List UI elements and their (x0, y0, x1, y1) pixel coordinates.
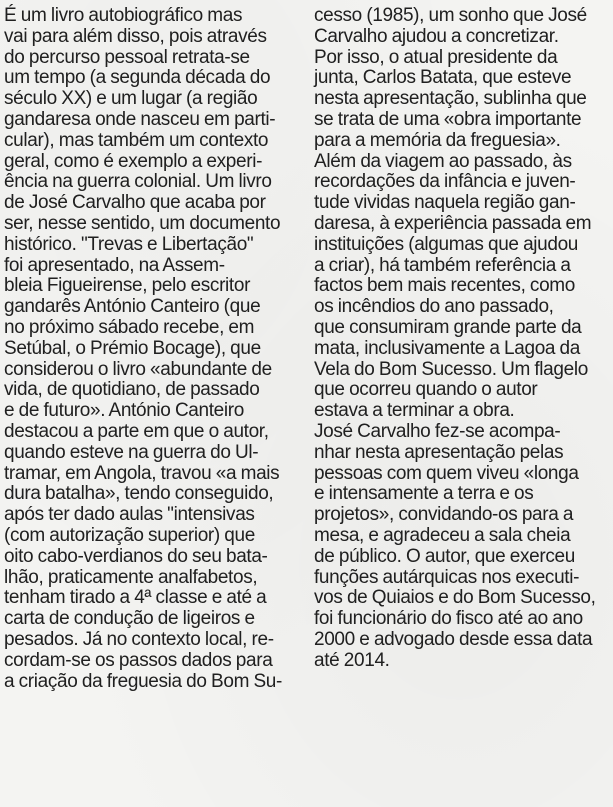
text-line: mata, inclusivamente a Lagoa da (314, 337, 580, 359)
text-line: até 2014. (314, 649, 390, 671)
text-line: os incêndios do ano passado, (314, 296, 554, 318)
text-line: ser, nesse sentido, um documento (4, 212, 281, 234)
text-line: funções autárquicas nos executi- (314, 566, 580, 588)
text-line: oito cabo-verdianos do seu bata- (4, 545, 268, 567)
text-line: 2000 e advogado desde essa data (314, 628, 593, 650)
text-line: lhão, praticamente analfabetos, (4, 566, 258, 588)
text-line: pessoas com quem viveu «longa (314, 462, 579, 484)
text-line: É um livro autobiográfico mas (4, 5, 243, 26)
text-line: se trata de uma «obra importante (314, 108, 582, 130)
text-line: destacou a parte em que o autor, (4, 420, 269, 442)
text-line: carta de condução de ligeiros e (4, 608, 255, 630)
text-line: José Carvalho fez-se acompa- (314, 420, 561, 442)
text-line: tude vividas naquela região gan- (314, 192, 576, 214)
text-line: cesso (1985), um sonho que José (314, 5, 587, 26)
text-line: cular), mas também um contexto (4, 129, 269, 151)
text-line: Além da viagem ao passado, às (314, 150, 572, 172)
text-line: gandaresa onde nasceu em parti- (4, 108, 276, 130)
text-line: dura batalha», tendo conseguido, (4, 483, 274, 505)
text-line: nhar nesta apresentação pelas (314, 441, 564, 463)
text-line: Carvalho ajudou a concretizar. (314, 25, 559, 47)
article-column-left (4, 0, 302, 692)
text-line: a criação da freguesia do Bom Su- (4, 670, 283, 692)
text-line: um tempo (a segunda década do (4, 67, 271, 89)
text-line: pesados. Já no contexto local, re- (4, 628, 274, 650)
text-line: Por isso, o atual presidente da (314, 46, 558, 68)
text-line: foi apresentado, na Assem- (4, 254, 225, 276)
text-line: a criar), há também referência a (314, 254, 571, 276)
text-line: que consumiram grande parte da (314, 316, 582, 338)
text-line: (com autorização superior) que (4, 524, 255, 546)
text-line: instituições (algumas que ajudou (314, 233, 579, 255)
text-line: estava a terminar a obra. (314, 400, 515, 422)
text-line: para a memória da freguesia». (314, 129, 561, 151)
text-line: foi funcionário do fisco até ao ano (314, 608, 583, 630)
text-line: século XX) e um lugar (a região (4, 88, 258, 110)
text-line: tramar, em Angola, travou «a mais (4, 462, 280, 484)
text-line: factos bem mais recentes, como (314, 275, 575, 297)
text-line: e de futuro». António Canteiro (4, 400, 244, 422)
text-line: junta, Carlos Batata, que esteve (314, 67, 572, 89)
text-line: projetos», convidando-os para a (314, 504, 574, 526)
text-line: no próximo sábado recebe, em (4, 316, 255, 338)
text-line: recordações da infância e juven- (314, 171, 576, 193)
text-line: bleia Figueirense, pelo escritor (4, 275, 251, 297)
text-line: de José Carvalho que acaba por (4, 192, 266, 214)
text-line: do percurso pessoal retrata-se (4, 46, 250, 68)
text-line: e intensamente a terra e os (314, 483, 534, 505)
text-line: de público. O autor, que exerceu (314, 545, 575, 567)
text-line: Vela do Bom Sucesso. Um flagelo (314, 358, 588, 380)
text-line: vida, de quotidiano, de passado (4, 379, 260, 401)
text-line: cordam-se os passos dados para (4, 649, 273, 671)
text-line: ência na guerra colonial. Um livro (4, 171, 272, 193)
text-line: considerou o livro «abundante de (4, 358, 272, 380)
text-line: gandarês António Canteiro (que (4, 296, 261, 318)
text-line: nesta apresentação, sublinha que (314, 88, 587, 110)
text-line: que ocorreu quando o autor (314, 379, 538, 401)
article-column-right (314, 0, 612, 672)
text-line: quando esteve na guerra do Ul- (4, 441, 259, 463)
text-line: mesa, e agradeceu a sala cheia (314, 524, 571, 546)
text-line: histórico. "Trevas e Libertação" (4, 233, 254, 255)
text-line: tenham tirado a 4ª classe e até a (4, 587, 267, 609)
text-line: Setúbal, o Prémio Bocage), que (4, 337, 261, 359)
text-line: vai para além disso, pois através (4, 25, 267, 47)
text-line: geral, como é exemplo a experi- (4, 150, 263, 172)
text-line: daresa, à experiência passada em (314, 212, 592, 234)
text-line: após ter dado aulas "intensivas (4, 504, 255, 526)
text-line: vos de Quiaios e do Bom Sucesso, (314, 587, 596, 609)
